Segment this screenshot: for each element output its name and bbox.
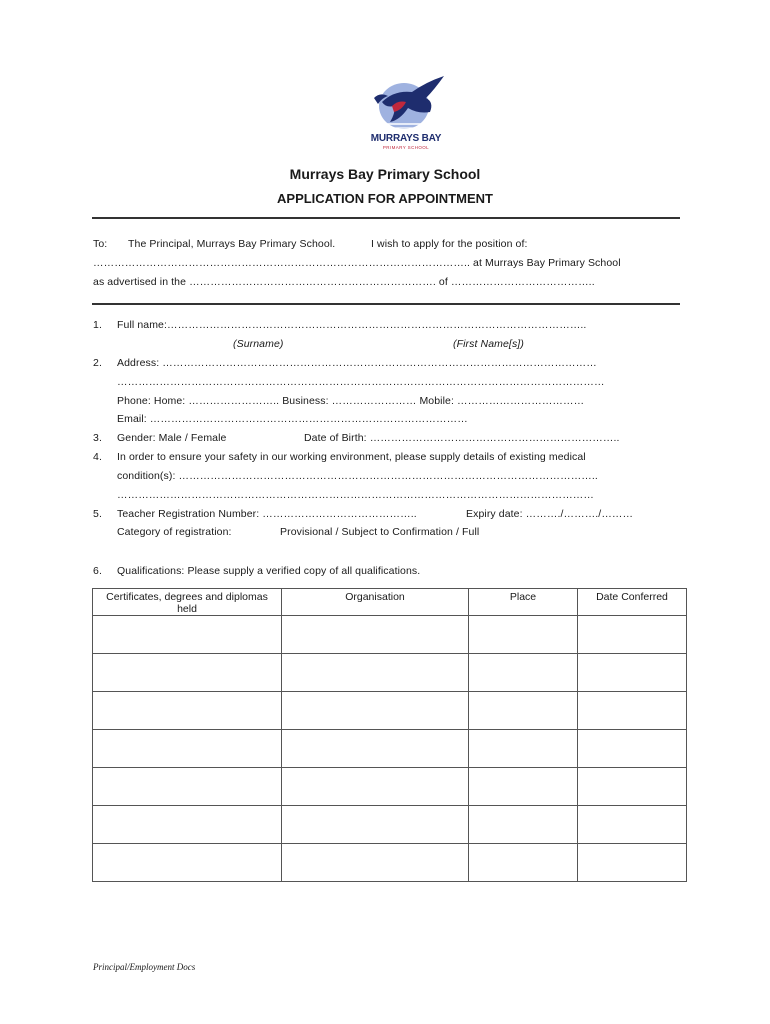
table-row <box>93 768 687 806</box>
address-field[interactable]: Address: …………………………………………………………………………………………………………… <box>117 357 597 369</box>
item-number-4: 4. <box>93 451 102 463</box>
intro-divider <box>92 303 680 305</box>
table-cell[interactable] <box>282 806 469 844</box>
surname-label: (Surname) <box>233 338 284 350</box>
table-cell[interactable] <box>282 616 469 654</box>
table-row <box>93 730 687 768</box>
table-cell[interactable] <box>578 768 687 806</box>
table-cell[interactable] <box>93 692 282 730</box>
table-cell[interactable] <box>578 654 687 692</box>
table-cell[interactable] <box>282 692 469 730</box>
position-field[interactable]: …………………………………………………………………………………………….. at Murrays Bay Primary School <box>93 257 621 269</box>
addressee-text: The Principal, Murrays Bay Primary School. <box>128 238 336 250</box>
address-line2-field[interactable]: ………………………………………………………………………………………………………………………… <box>117 376 605 388</box>
logo-wordmark <box>364 133 448 150</box>
form-title: APPLICATION FOR APPOINTMENT <box>277 191 493 206</box>
table-cell[interactable] <box>282 730 469 768</box>
table-cell[interactable] <box>282 844 469 882</box>
qualifications-table <box>92 588 687 882</box>
table-cell[interactable] <box>282 654 469 692</box>
table-cell[interactable] <box>469 654 578 692</box>
header-certificates: Certificates, degrees and diplomas held <box>93 589 282 616</box>
table-cell[interactable] <box>93 806 282 844</box>
table-row <box>93 806 687 844</box>
apply-text: I wish to apply for the position of: <box>371 238 528 250</box>
top-divider <box>92 217 680 219</box>
table-cell[interactable] <box>578 692 687 730</box>
table-cell[interactable] <box>93 768 282 806</box>
school-name-heading: Murrays Bay Primary School <box>289 166 481 182</box>
table-cell[interactable] <box>93 654 282 692</box>
teacher-registration-field[interactable]: Teacher Registration Number: …………………………………….. <box>117 508 417 520</box>
full-name-field[interactable]: Full name:……………………………………………………………………………………………………….. <box>117 319 587 331</box>
table-header-row <box>93 589 687 616</box>
conditions-line2-field[interactable]: ……………………………………………………………………………………………………………………… <box>117 489 594 501</box>
logo-subtitle: PRIMARY SCHOOL <box>382 145 430 150</box>
table-cell[interactable] <box>578 616 687 654</box>
table-cell[interactable] <box>578 730 687 768</box>
expiry-date-field[interactable]: Expiry date: ………./………./……… <box>466 508 634 520</box>
table-cell[interactable] <box>93 730 282 768</box>
table-row <box>93 692 687 730</box>
table-cell[interactable] <box>469 692 578 730</box>
conditions-field[interactable]: condition(s): ……………………………………………………………………………………………………….. <box>117 470 598 482</box>
table-cell[interactable] <box>469 844 578 882</box>
table-row <box>93 616 687 654</box>
table-cell[interactable] <box>282 768 469 806</box>
email-field[interactable]: Email: ……………………………………………………………………………… <box>117 413 468 425</box>
gender-field[interactable]: Gender: Male / Female <box>117 432 227 444</box>
header-organisation: Organisation <box>282 589 469 616</box>
item-number-3: 3. <box>93 432 102 444</box>
table-cell[interactable] <box>469 730 578 768</box>
first-names-label: (First Name[s]) <box>453 338 524 350</box>
category-label: Category of registration: <box>117 526 232 538</box>
qualifications-text: Qualifications: Please supply a verified copy of all qualifications. <box>117 565 421 577</box>
phone-fields[interactable]: Phone: Home: …………………….. Business: …………………… Mobile: ……………………………… <box>117 395 585 407</box>
table-cell[interactable] <box>578 844 687 882</box>
item-number-2: 2. <box>93 357 102 369</box>
dob-field[interactable]: Date of Birth: …………………………………………………………….. <box>304 432 620 444</box>
to-label: To: <box>93 238 108 250</box>
header-place: Place <box>469 589 578 616</box>
table-cell[interactable] <box>469 806 578 844</box>
table-cell[interactable] <box>93 616 282 654</box>
logo-name: MURRAYS BAY <box>370 133 442 144</box>
category-options[interactable]: Provisional / Subject to Confirmation / Full <box>280 526 480 538</box>
header-date-conferred: Date Conferred <box>578 589 687 616</box>
table-cell[interactable] <box>93 844 282 882</box>
medical-text: In order to ensure your safety in our working environment, please supply details of existing medical <box>117 451 586 463</box>
footer-doc-label: Principal/Employment Docs <box>93 962 196 972</box>
item-number-1: 1. <box>93 319 102 331</box>
advertised-field[interactable]: as advertised in the ……………………………………………………………. of ………………………………….. <box>93 276 595 288</box>
item-number-6: 6. <box>93 565 102 577</box>
item-number-5: 5. <box>93 508 102 520</box>
table-cell[interactable] <box>469 616 578 654</box>
table-row <box>93 844 687 882</box>
table-cell[interactable] <box>578 806 687 844</box>
table-cell[interactable] <box>469 768 578 806</box>
table-row <box>93 654 687 692</box>
